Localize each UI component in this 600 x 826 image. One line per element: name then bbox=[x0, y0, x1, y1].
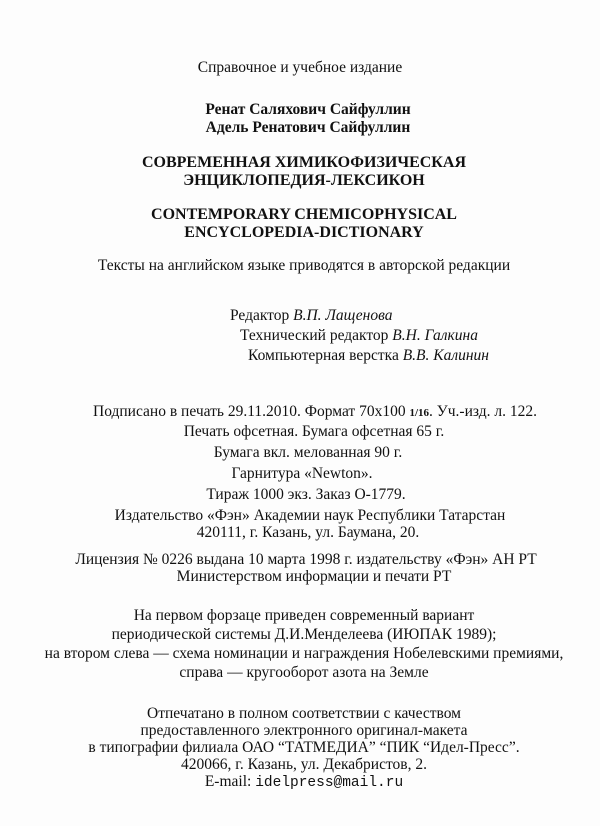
layout-line bbox=[248, 346, 489, 365]
endpaper-line-2: периодической системы Д.И.Менделеева (ИЮПАК 1989); bbox=[111, 626, 497, 643]
layout-label: Компьютерная верстка bbox=[248, 347, 403, 364]
editor-label: Редактор bbox=[230, 307, 294, 324]
printed-by-line-2: предоставленного электронного оригинал-макета bbox=[140, 722, 468, 739]
title-en-line-2: ENCYCLOPEDIA-DICTIONARY bbox=[184, 224, 424, 241]
editor-line bbox=[230, 306, 392, 325]
signed-line bbox=[93, 402, 537, 423]
title-ru-line-2: ЭНЦИКЛОПЕДИЯ-ЛЕКСИКОН bbox=[183, 172, 425, 189]
paper-insert-line: Бумага вкл. мелованная 90 г. bbox=[213, 444, 403, 461]
signed-suffix: . Уч.-изд. л. 122. bbox=[429, 403, 537, 420]
layout-name: В.В. Калинин bbox=[402, 347, 489, 364]
format-fraction: 1/16 bbox=[409, 407, 430, 419]
printed-by-line-3: в типографии филиала ОАО “ТАТМЕДИА” “ПИК “Идел-Пресс”. bbox=[88, 739, 520, 756]
author-2: Адель Ренатович Сайфуллин bbox=[205, 119, 411, 136]
license-line-2: Министерством информации и печати РТ bbox=[176, 568, 452, 585]
tech-editor-line bbox=[240, 326, 478, 345]
endpaper-line-4: справа — кругооборот азота на Земле bbox=[179, 664, 429, 681]
title-ru-line-1: СОВРЕМЕННАЯ ХИМИКОФИЗИЧЕСКАЯ bbox=[141, 154, 467, 171]
circulation-line: Тираж 1000 экз. Заказ О-1779. bbox=[206, 486, 406, 503]
email-label: E-mail: bbox=[204, 773, 256, 790]
email-line bbox=[4, 772, 600, 793]
publisher-line-1: Издательство «Фэн» Академии наук Республики Татарстан bbox=[114, 507, 506, 524]
tech-editor-name: В.Н. Галкина bbox=[392, 327, 478, 344]
email-address[interactable]: idelpress@mail.ru bbox=[255, 775, 404, 791]
tech-editor-label: Технический редактор bbox=[240, 327, 393, 344]
english-note: Тексты на английском языке приводятся в авторской редакции bbox=[97, 257, 511, 274]
typeface-line: Гарнитура «Newton». bbox=[231, 465, 373, 482]
printed-by-line-4: 420066, г. Казань, ул. Декабристов, 2. bbox=[181, 756, 427, 773]
license-line-1: Лицензия № 0226 выдана 10 марта 1998 г. издательству «Фэн» АН РТ bbox=[75, 551, 537, 568]
endpaper-line-1: На первом форзаце приведен современный вариант bbox=[133, 607, 475, 624]
title-en-line-1: CONTEMPORARY CHEMICOPHYSICAL bbox=[151, 206, 457, 223]
printing-line: Печать офсетная. Бумага офсетная 65 г. bbox=[183, 423, 445, 440]
publisher-line-2: 420111, г. Казань, ул. Баумана, 20. bbox=[196, 524, 420, 541]
edition-type: Справочное и учебное издание bbox=[197, 59, 403, 76]
printed-by-line-1: Отпечатано в полном соответствии с качеством bbox=[147, 705, 461, 722]
editor-name: В.П. Лащенова bbox=[293, 307, 393, 324]
signed-prefix: Подписано в печать 29.11.2010. Формат 70х100 bbox=[93, 403, 410, 420]
author-1: Ренат Саляхович Сайфуллин bbox=[205, 101, 411, 118]
endpaper-line-3: на втором слева — схема номинации и награждения Нобелевскими премиями, bbox=[44, 645, 564, 662]
